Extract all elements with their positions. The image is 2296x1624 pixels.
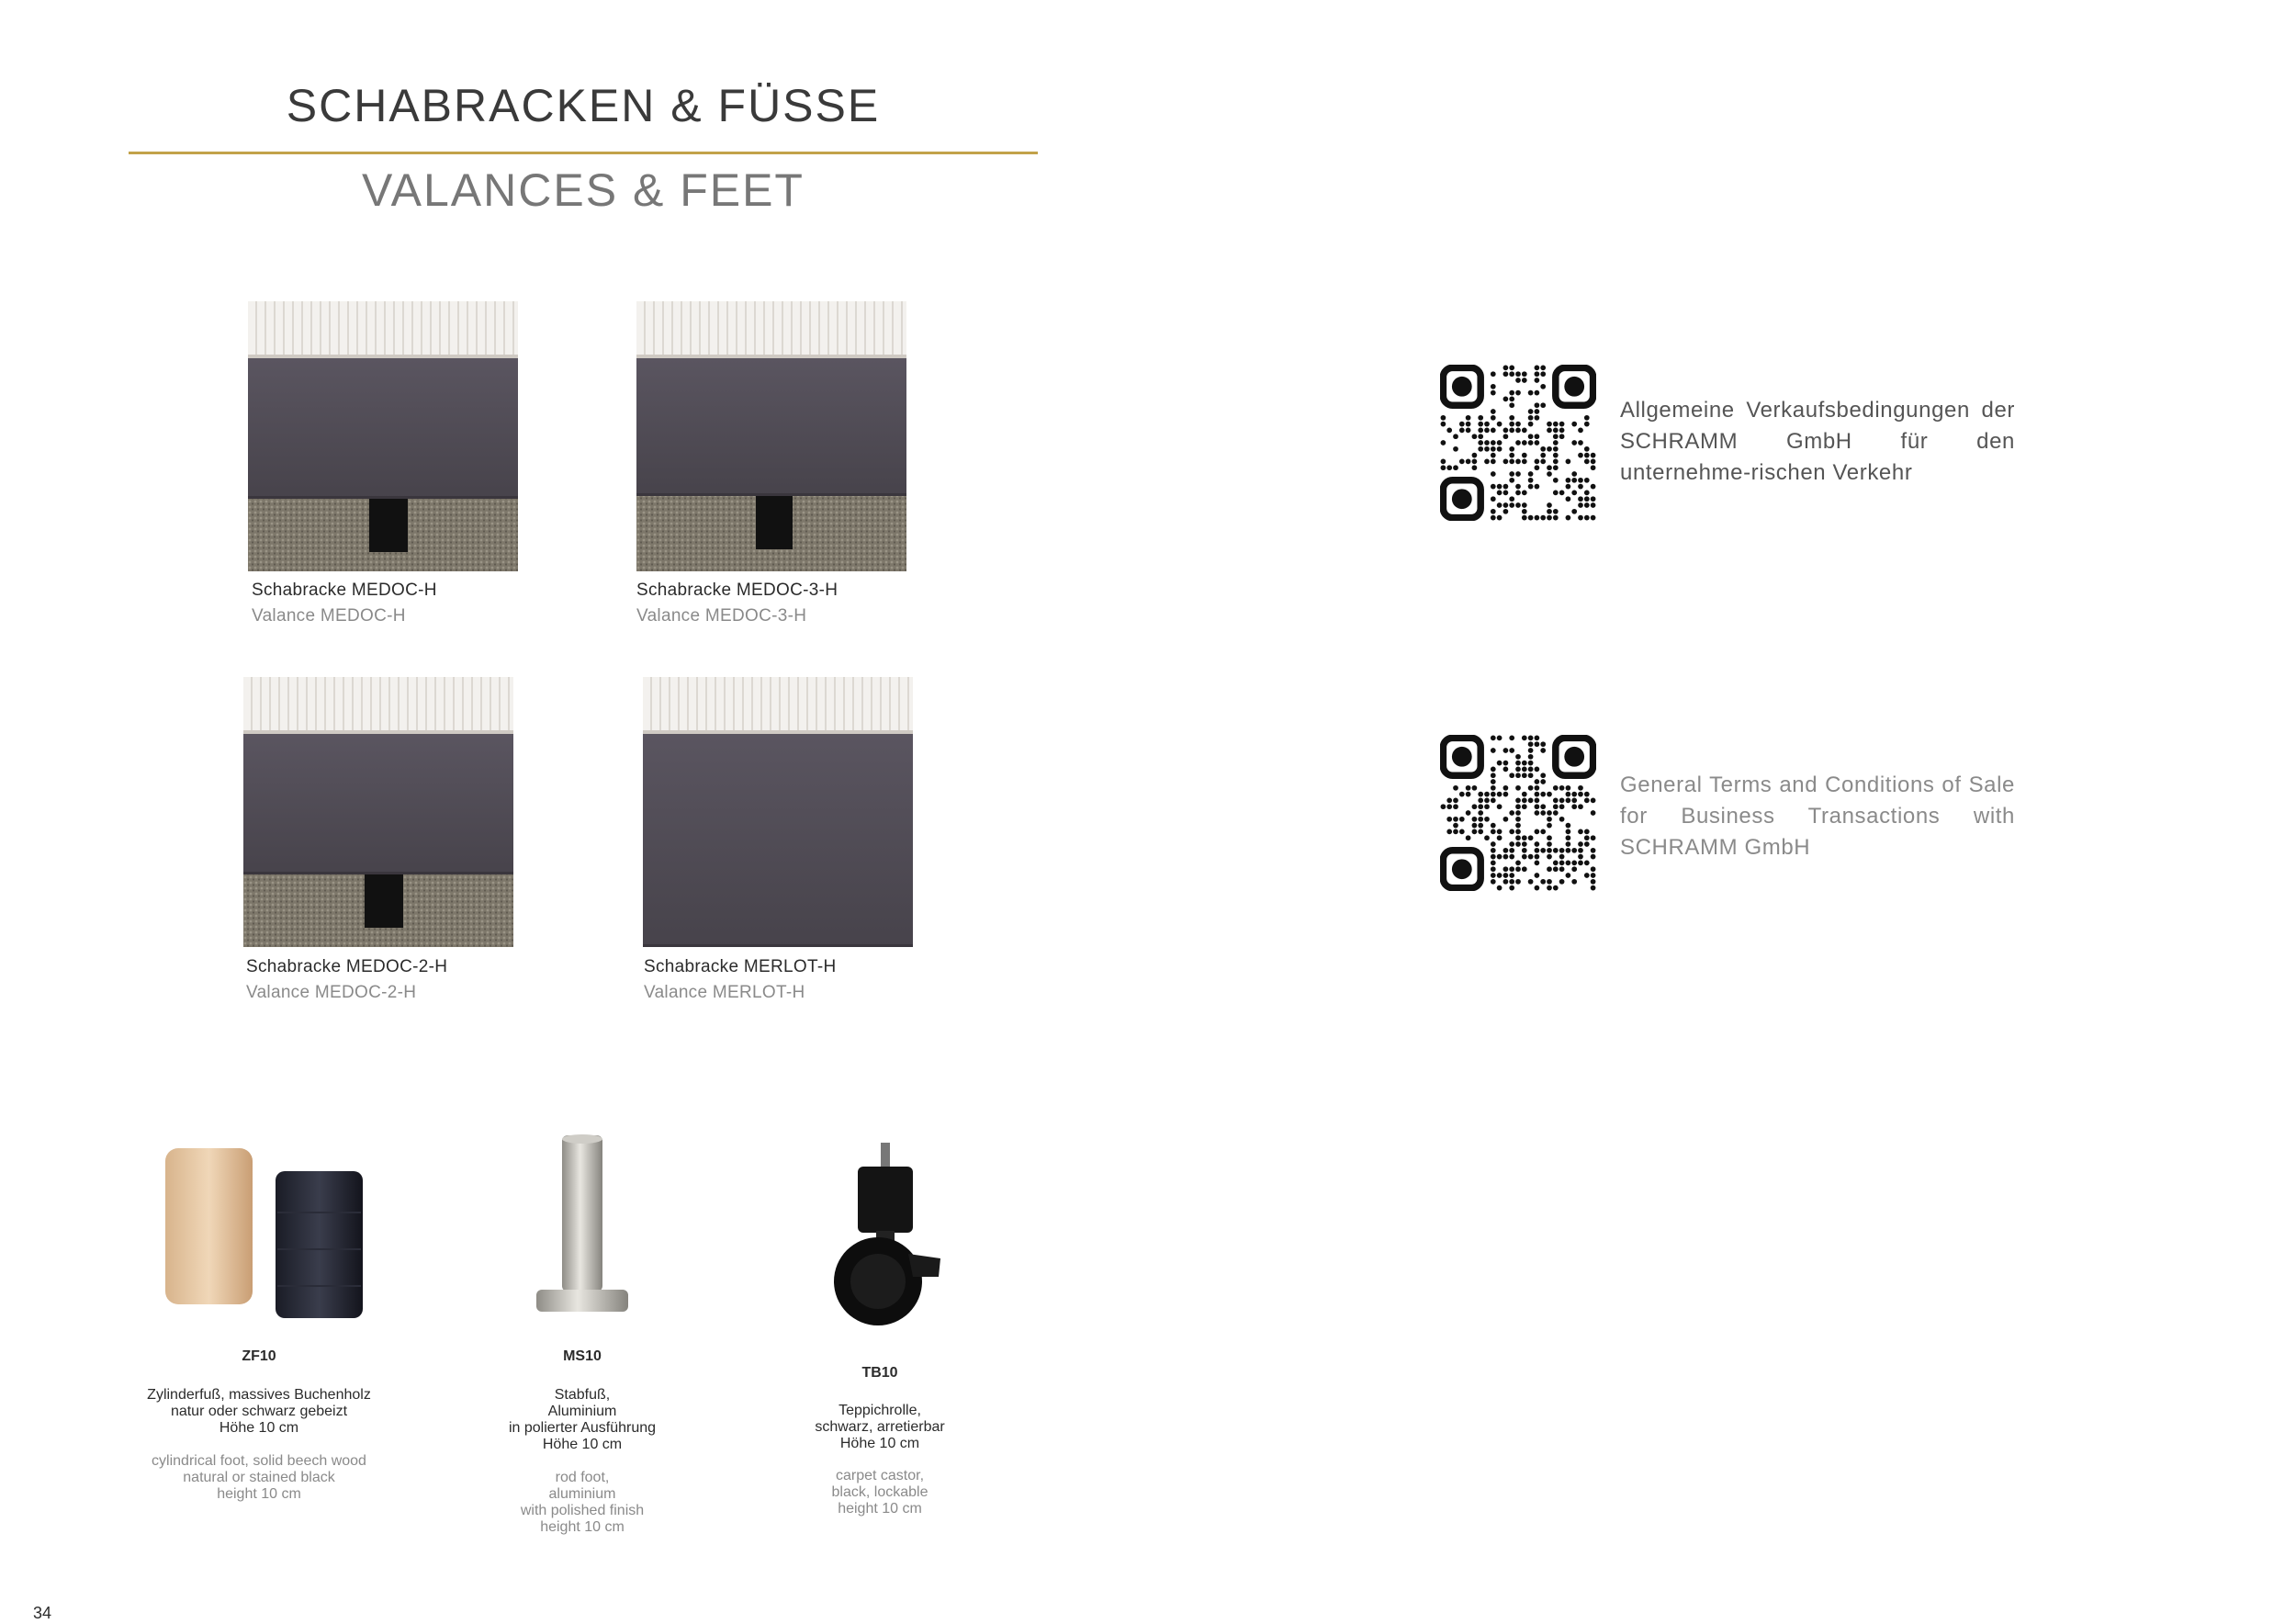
page-title-english: VALANCES & FEET bbox=[362, 164, 805, 216]
terms-link-text[interactable]: Allgemeine Verkaufsbedingungen der SCHRAMM GmbH für den unternehme-rischen Verkehr bbox=[1620, 398, 2015, 485]
valance-photo bbox=[243, 677, 513, 947]
foot-description-german: Zylinderfuß, massives Buchenholz natur oder schwarz gebeizt Höhe 10 cm bbox=[147, 1387, 371, 1436]
foot-description-german: Teppichrolle, schwarz, arretierbar Höhe 10 cm bbox=[815, 1403, 945, 1451]
valance-label-german: Schabracke MEDOC-3-H bbox=[636, 581, 838, 600]
foot-description-english: rod foot, aluminium with polished finish height 10 cm bbox=[520, 1470, 645, 1535]
valance-label-english: Valance MEDOC-3-H bbox=[636, 606, 807, 626]
foot-photo bbox=[158, 1139, 378, 1327]
foot-description-german: Stabfuß, Aluminium in polierter Ausführung Höhe 10 cm bbox=[508, 1387, 657, 1452]
foot-code: ZF10 bbox=[242, 1348, 276, 1364]
foot-code: TB10 bbox=[861, 1365, 898, 1381]
valance-photo bbox=[636, 301, 906, 571]
valance-label-english: Valance MERLOT-H bbox=[644, 983, 805, 1002]
foot-code: MS10 bbox=[563, 1348, 602, 1364]
page-number: 34 bbox=[33, 1604, 52, 1622]
title-divider bbox=[129, 152, 1038, 154]
foot-photo bbox=[527, 1132, 637, 1329]
valance-label-german: Schabracke MEDOC-H bbox=[252, 581, 437, 600]
valance-label-german: Schabracke MEDOC-2-H bbox=[246, 957, 448, 976]
qr-code-icon[interactable] bbox=[1440, 365, 1596, 521]
page-title-german: SCHABRACKEN & FÜSSE bbox=[286, 80, 881, 131]
valance-photo bbox=[248, 301, 518, 571]
foot-photo bbox=[821, 1139, 950, 1336]
valance-label-german: Schabracke MERLOT-H bbox=[644, 957, 837, 976]
foot-description-english: cylindrical foot, solid beech wood natural or stained black height 10 cm bbox=[152, 1453, 366, 1502]
valance-photo bbox=[643, 677, 913, 947]
valance-label-english: Valance MEDOC-2-H bbox=[246, 983, 417, 1002]
terms-link-text[interactable]: General Terms and Conditions of Sale for Business Transactions with SCHRAMM GmbH bbox=[1620, 773, 2015, 860]
qr-code-icon[interactable] bbox=[1440, 735, 1596, 891]
foot-description-english: carpet castor, black, lockable height 10 cm bbox=[831, 1468, 929, 1517]
valance-label-english: Valance MEDOC-H bbox=[252, 606, 406, 626]
